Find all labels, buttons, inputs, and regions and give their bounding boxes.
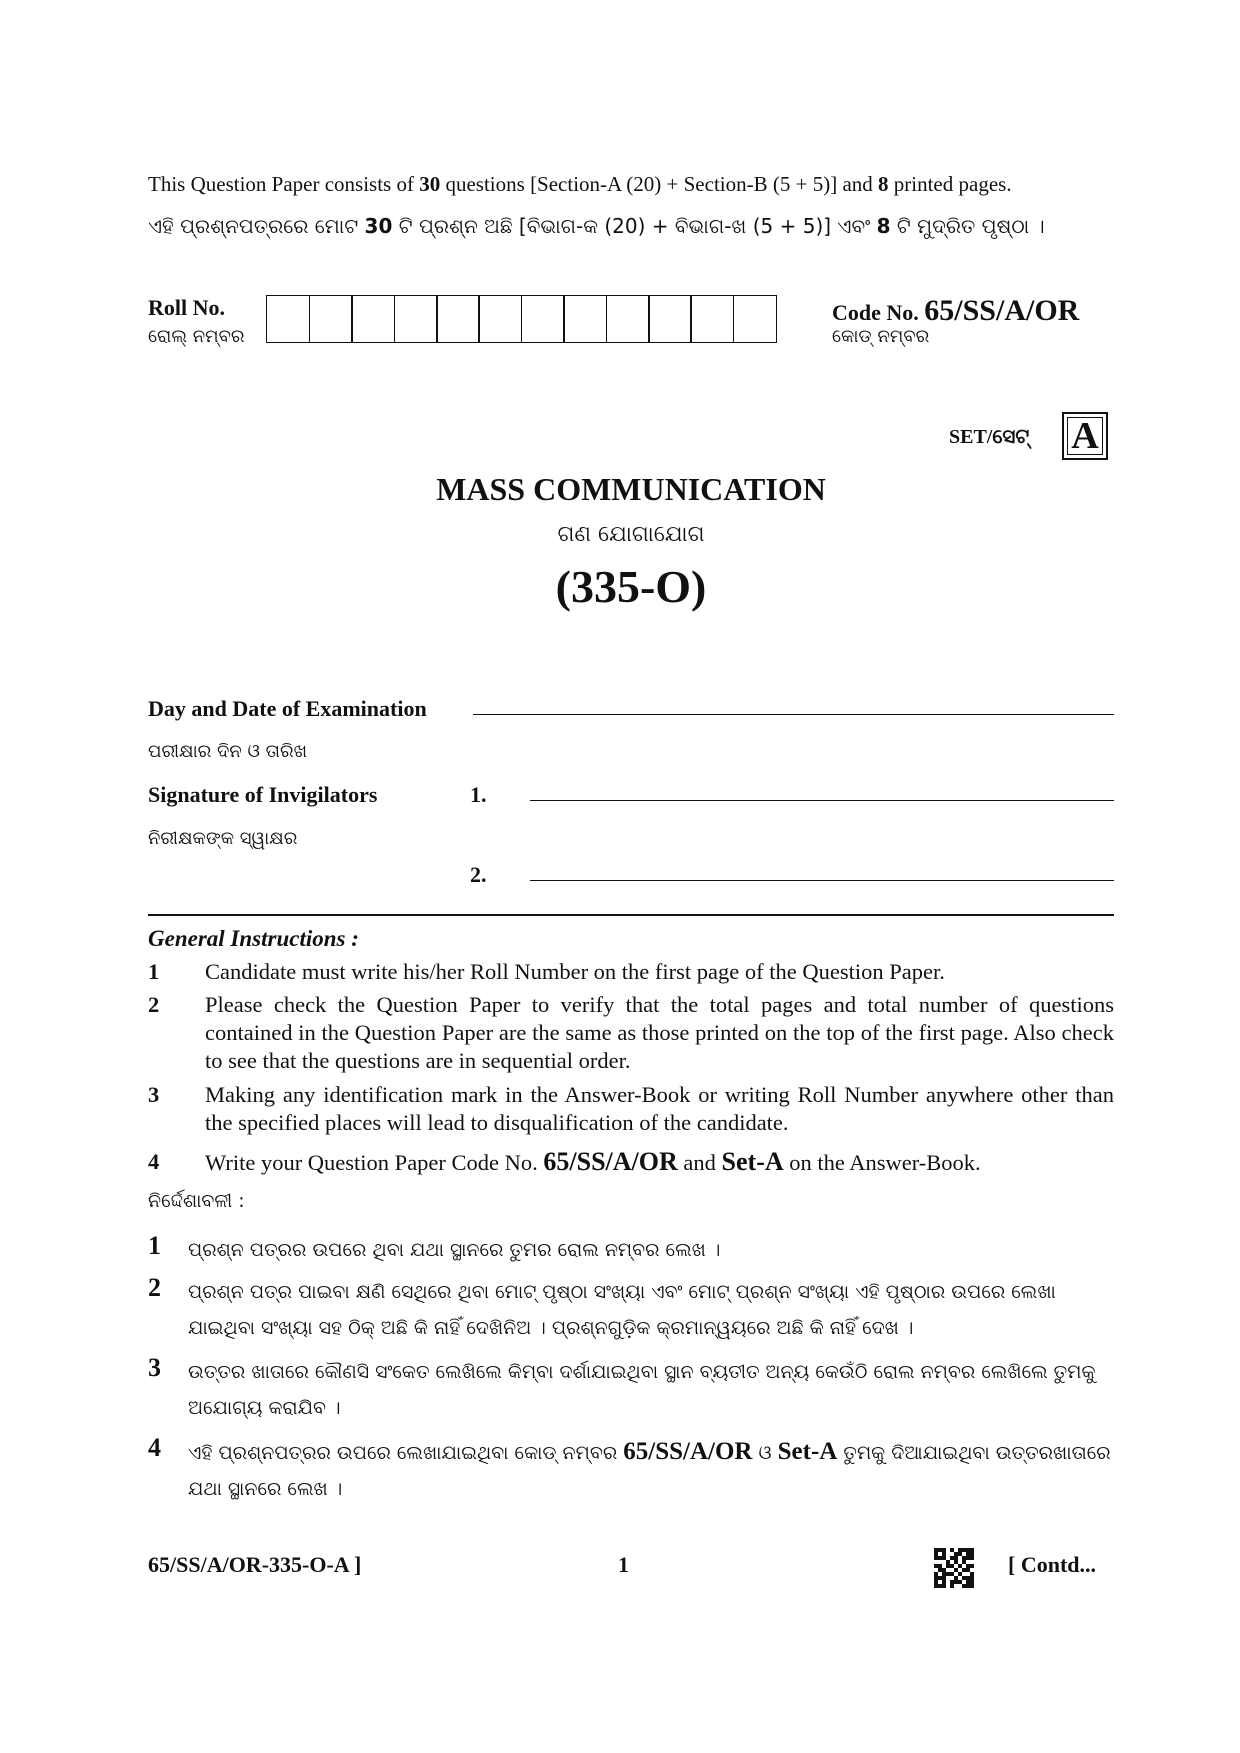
instruction-number: 4: [148, 1149, 160, 1174]
odia-instruction-item: [148, 1434, 1114, 1507]
odia-instruction-item: [148, 1274, 1114, 1346]
code-number-label-odia: କୋଡ୍ ନମ୍ବର: [832, 326, 930, 347]
roll-number-box[interactable]: [478, 295, 522, 343]
instruction-item: [148, 958, 1114, 986]
instruction-item: [148, 1081, 1114, 1137]
odia-instruction-number: 2: [148, 1273, 161, 1302]
roll-number-boxes[interactable]: [268, 295, 777, 343]
roll-number-box[interactable]: [690, 295, 734, 343]
instruction-item: [148, 1148, 1114, 1177]
instruction-text: Please check the Question Paper to verify that the total pages and total number of questions contained in the Question Paper are the same as those printed on the top of the first page. Also check to see that the questions are in sequential order.: [205, 992, 1114, 1073]
exam-date-field[interactable]: [473, 714, 1114, 715]
page-number: 1: [618, 1552, 629, 1577]
roll-number-box[interactable]: [521, 295, 565, 343]
signature-2-field[interactable]: [530, 880, 1114, 881]
footer-contd: [ Contd...: [1008, 1552, 1097, 1577]
invigilator-signature-label: Signature of Invigilators: [148, 782, 378, 807]
odia-instruction-text: ପ୍ରଶ୍ନ ପତ୍ର ପାଇବା କ୍ଷଣି ସେଥିରେ ଥିବା ମୋଟ୍ ପୃଷ୍ଠା ସଂଖ୍ୟା ଏବଂ ମୋଟ୍ ପ୍ରଶ୍ନ ସଂଖ୍ୟା ଏହି ପୃଷ୍ଠାର ଉପରେ ଲେଖା ଯାଇଥିବା ସଂଖ୍ୟା ସହ ଠିକ୍ ଅଛି କି ନାହିଁ ଦେଖିନିଅ । ପ୍ରଶ୍ନଗୁଡ଼ିକ କ୍ରମାନ୍ୱୟରେ ଅଛି କି ନାହିଁ ଦେଖ ।: [188, 1281, 1056, 1339]
roll-number-box[interactable]: [309, 295, 353, 343]
signature-1-number: 1.: [470, 782, 487, 807]
odia-instruction-number: 4: [148, 1433, 161, 1462]
general-instructions-heading: General Instructions :: [148, 926, 359, 951]
odia-instruction-item: [148, 1354, 1114, 1426]
subject-title-odia: ଗଣ ଯୋଗାଯୋଗ: [557, 522, 705, 547]
invigilator-signature-label-odia: ନିରୀକ୍ଷକଙ୍କ ସ୍ୱାକ୍ଷର: [148, 828, 298, 849]
set-label: [949, 426, 1029, 449]
roll-number-box[interactable]: [266, 295, 310, 343]
roll-number-box[interactable]: [648, 295, 692, 343]
question-paper-page: [148, 0, 1114, 1753]
instruction-number: 1: [148, 959, 160, 984]
instruction-number: 2: [148, 992, 160, 1017]
odia-instruction-number: 3: [148, 1353, 161, 1382]
set-label-text: SET/ସେଟ୍: [949, 426, 1030, 448]
roll-number-label-odia: ରୋଲ୍ ନମ୍ବର: [148, 326, 245, 347]
header-line-odia: ଏହି ପ୍ରଶ୍ନପତ୍ରରେ ମୋଟ 30 ଟି ପ୍ରଶ୍ନ ଅଛି [ବିଭାଗ-କ (20) + ବିଭାଗ-ଖ (5 + 5)] ଏବଂ 8 ଟି ମୁଦ୍ରିତ ପୃଷ୍ଠା ।: [148, 214, 1045, 238]
code-number-label: Code No.: [832, 300, 925, 325]
divider: [148, 914, 1114, 916]
footer-paper-code: 65/SS/A/OR-335-O-A ]: [148, 1552, 362, 1577]
subject-title: MASS COMMUNICATION: [436, 471, 826, 507]
roll-number-box[interactable]: [606, 295, 650, 343]
roll-number-box[interactable]: [351, 295, 395, 343]
odia-instruction-number: 1: [148, 1231, 161, 1260]
odia-instructions-heading: ନିର୍ଦ୍ଦେଶାବଳୀ :: [148, 1190, 245, 1212]
roll-number-label: Roll No.: [148, 295, 225, 320]
set-badge: A: [1062, 412, 1108, 460]
instruction-text: Making any identification mark in the Answer-Book or writing Roll Number anywhere other than the specified places will lead to disqualification of the candidate.: [205, 1082, 1114, 1135]
roll-number-box[interactable]: [394, 295, 438, 343]
odia-instruction-item: [148, 1232, 1114, 1268]
code-number-value: 65/SS/A/OR: [924, 294, 1080, 327]
instruction-text: Candidate must write his/her Roll Number on the first page of the Question Paper.: [205, 959, 945, 984]
instruction-number: 3: [148, 1082, 160, 1107]
instruction-item: [148, 991, 1114, 1075]
code-number: [832, 294, 1079, 328]
roll-number-box[interactable]: [436, 295, 480, 343]
exam-date-label-odia: ପରୀକ୍ଷାର ଦିନ ଓ ତାରିଖ: [148, 741, 308, 762]
odia-instruction-text: ଉତ୍ତର ଖାତାରେ କୌଣସି ସଂକେତ ଲେଖିଲେ କିମ୍ବା ଦର୍ଶାଯାଇଥିବା ସ୍ଥାନ ବ୍ୟତୀତ ଅନ୍ୟ କେଉଁଠି ରୋଲ ନମ୍ବର ଲେଖିଲେ ତୁମକୁ ଅଯୋଗ୍ୟ କରାଯିବ ।: [188, 1361, 1096, 1419]
subject-code: (335-O): [555, 561, 707, 612]
odia-instruction-text: ଏହି ପ୍ରଶ୍ନପତ୍ରର ଉପରେ ଲେଖାଯାଇଥିବା କୋଡ୍ ନମ୍ବର 65/SS/A/OR ଓ Set-A ତୁମକୁ ଦିଆଯାଇଥିବା ଉତ୍ତରଖାତାରେ ଯଥା ସ୍ଥାନରେ ଲେଖ ।: [188, 1438, 1111, 1500]
qr-code-icon: [934, 1548, 974, 1588]
instruction-text: Write your Question Paper Code No. 65/SS/A/OR and Set-A on the Answer-Book.: [205, 1147, 981, 1176]
signature-2-number: 2.: [470, 862, 487, 887]
roll-number-box[interactable]: [733, 295, 777, 343]
signature-1-field[interactable]: [530, 800, 1114, 801]
header-line-english: This Question Paper consists of 30 questions [Section-A (20) + Section-B (5 + 5)] and 8 printed pages.: [148, 172, 1012, 196]
odia-instruction-text: ପ୍ରଶ୍ନ ପତ୍ରର ଉପରେ ଥିବା ଯଥା ସ୍ଥାନରେ ତୁମର ରୋଲ ନମ୍ବର ଲେଖ ।: [188, 1239, 721, 1261]
roll-number-box[interactable]: [563, 295, 607, 343]
exam-date-label: Day and Date of Examination: [148, 696, 427, 721]
